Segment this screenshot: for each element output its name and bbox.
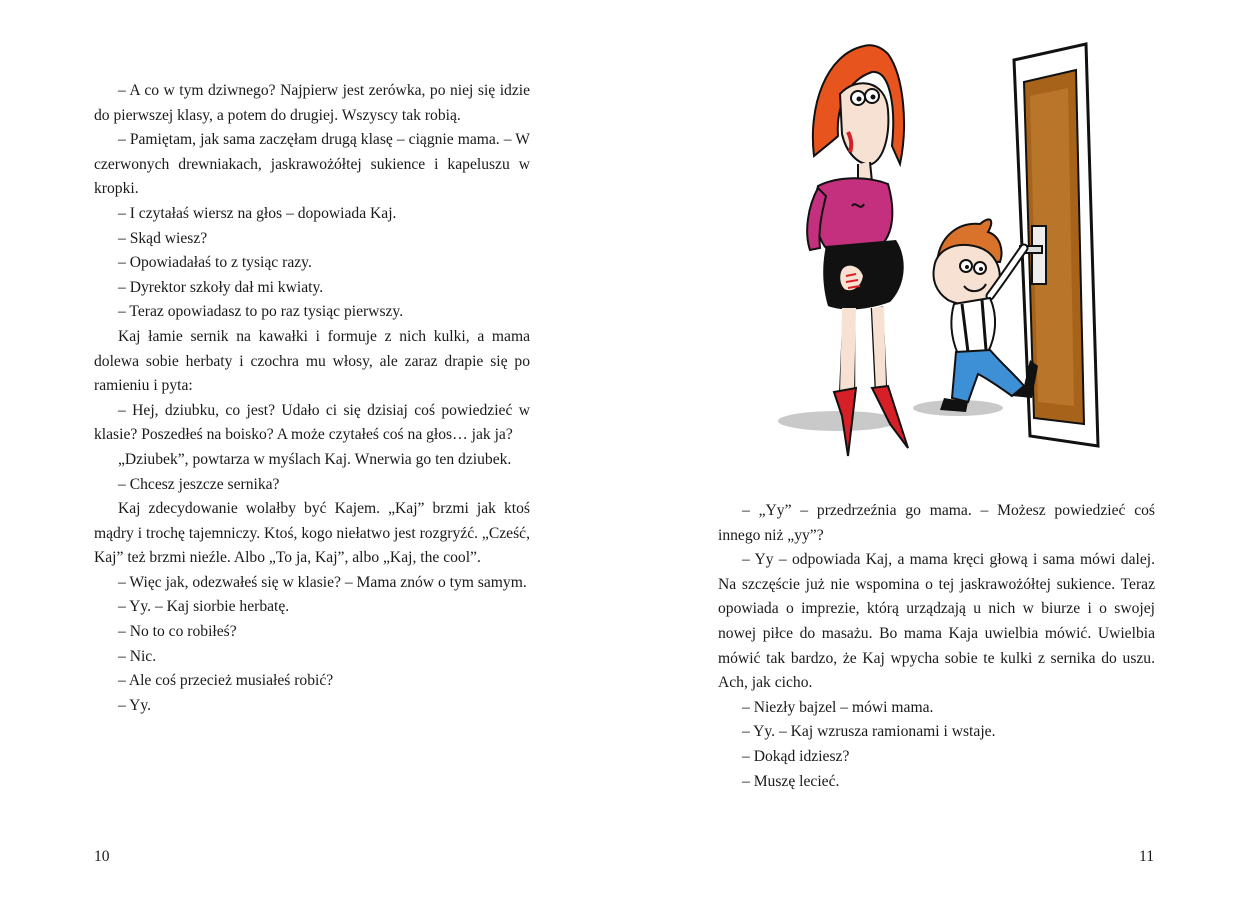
paragraph: – Ale coś przecież musiałeś robić? (118, 672, 334, 690)
paragraph: – Nic. (118, 647, 157, 665)
paragraph: – Więc jak, odezwałeś się w klasie? – Mama znów o tym samym. (118, 573, 527, 591)
paragraph: – A co w tym dziwnego? Najpierw jest zerówka, po niej się idzie do pierwszej klasy, a potem do drugiej. Wszyscy tak robią. (94, 82, 530, 124)
left-page (0, 0, 623, 907)
door-plate (1032, 226, 1046, 284)
page-number-left: 10 (94, 848, 110, 865)
page-number-right: 11 (1139, 848, 1155, 865)
paragraph: – No to co robiłeś? (118, 623, 237, 641)
paragraph: – Pamiętam, jak sama zaczęłam drugą klasę – ciągnie mama. – W czerwonych drewniakach, jaskrawożółtej sukience i kapeluszu w kropki. (94, 131, 530, 198)
paragraph: – Niezły bajzel – mówi mama. (742, 698, 934, 716)
paragraph: „Dziubek”, powtarza w myślach Kaj. Wnerwia go ten dziubek. (118, 450, 512, 468)
paragraph: – Yy. – Kaj wzrusza ramionami i wstaje. (742, 723, 996, 741)
paragraph: – Hej, dziubku, co jest? Udało ci się dzisiaj coś powiedzieć w klasie? Poszedłeś na boisko? A może czytałeś coś na głos… jak ja? (94, 401, 530, 444)
paragraph: – Opowiadałaś to z tysiąc razy. (118, 254, 312, 272)
paragraph: – Teraz opowiadasz to po raz tysiąc pierwszy. (118, 303, 404, 321)
paragraph: – Chcesz jeszcze sernika? (118, 475, 280, 493)
boy-figure (934, 219, 1038, 412)
paragraph: – Yy. – Kaj siorbie herbatę. (118, 598, 290, 616)
right-page (623, 0, 1247, 907)
paragraph: – „Yy” – przedrzeźnia go mama. – Możesz powiedzieć coś innego niż „yy”? (718, 502, 1155, 544)
paragraph: – Yy. (118, 696, 152, 714)
paragraph: – I czytałaś wiersz na głos – dopowiada Kaj. (118, 204, 397, 222)
paragraph: – Muszę lecieć. (742, 772, 840, 790)
mother-and-boy-at-door-illustration (768, 36, 1158, 476)
floor-shadow (778, 411, 898, 431)
paragraph: – Yy – odpowiada Kaj, a mama kręci głową i sama mówi dalej. Na szczęście już nie wspomina o tej jaskrawożółtej sukience. Teraz opowiada o imprezie, którą urządzają u nich w biurze i o swojej nowej piłce do masażu. Bo mama Kaja uwielbia mówić. Uwielbia mówić tak bardzo, że Kaj wpycha sobie te kulki z sernika do uszu. Ach, jak cicho. (718, 551, 1155, 692)
paragraph: Kaj zdecydowanie wolałby być Kajem. „Kaj” brzmi jak ktoś mądry i trochę tajemniczy. Ktoś, kogo niełatwo jest rozgryźć. „Cześć, Kaj” też brzmi nieźle. Albo „To ja, Kaj”, albo „Kaj, the cool”. (94, 500, 530, 567)
paragraph: – Dokąd idziesz? (742, 747, 850, 765)
left-page-text (94, 79, 530, 718)
paragraph: Kaj łamie sernik na kawałki i formuje z nich kulki, a mama dolewa sobie herbaty i czochra mu włosy, ale zaraz drapie się po ramieniu i pyta: (94, 327, 530, 395)
right-page-text (718, 499, 1155, 794)
paragraph: – Skąd wiesz? (118, 229, 208, 247)
mother-figure (807, 45, 908, 456)
paragraph: – Dyrektor szkoły dał mi kwiaty. (118, 278, 324, 296)
